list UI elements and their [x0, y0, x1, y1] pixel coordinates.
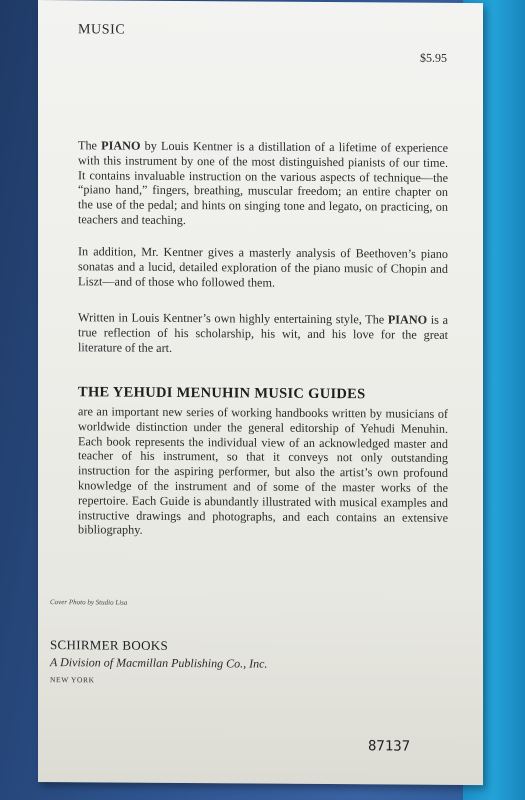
- p1-title: PIANO: [101, 138, 141, 153]
- p3-title: PIANO: [387, 312, 428, 327]
- catalog-number: 87137: [368, 738, 411, 755]
- description-paragraph-2: In addition, Mr. Kentner gives a masterly analysis of Beethoven’s piano sonatas and a lucid, detailed exploration of the piano music of Chopin and Liszt—and of those who followed them.: [78, 244, 448, 290]
- publisher-division: A Division of Macmillan Publishing Co., Inc.: [50, 655, 268, 671]
- series-description: are an important new series of working handbooks written by musicians of worldwide distinction under the general editorship of Yehudi Menuhin. Each book represents the individual view of an acknowledged master and teacher of his instrument, so that it conveys not only outstanding instruction for the aspiring performer, but also the artist’s own profound knowledge of the instrument and of some of the master works of the repertoire. Each Guide is abundantly illustrated with musical examples and instructive drawings and photographs, and each contains an extensive bibliography.: [78, 404, 448, 538]
- section-label: MUSIC: [78, 22, 126, 38]
- p1-text-a: The: [78, 138, 102, 153]
- publisher-city: NEW YORK: [50, 675, 95, 685]
- p3-text-b: is a true reflection of his scholarship, his wit, and his love for the great literature of the art.: [78, 312, 448, 355]
- p1-text-b: by Louis Kentner is a distillation of a lifetime of experience with this instrument by one of the most distinguished pianists of our time. It contains invaluable instruction on the various aspects of technique—the “piano hand,” fingers, breathing, muscular freedom; an entire chapter on the use of the pedal; and hints on singing tone and legato, on practicing, on teachers and teaching.: [78, 138, 448, 228]
- description-paragraph-3: [78, 310, 448, 357]
- photo-credit: Cover Photo by Studio Lisa: [50, 598, 128, 607]
- description-paragraph-1: [78, 138, 448, 229]
- book-back-cover: [38, 0, 483, 785]
- price-label: $5.95: [420, 50, 447, 65]
- p3-text-a: Written in Louis Kentner’s own highly entertaining style, The: [78, 310, 388, 327]
- publisher-name: SCHIRMER BOOKS: [50, 637, 168, 653]
- series-heading: THE YEHUDI MENUHIN MUSIC GUIDES: [78, 384, 366, 403]
